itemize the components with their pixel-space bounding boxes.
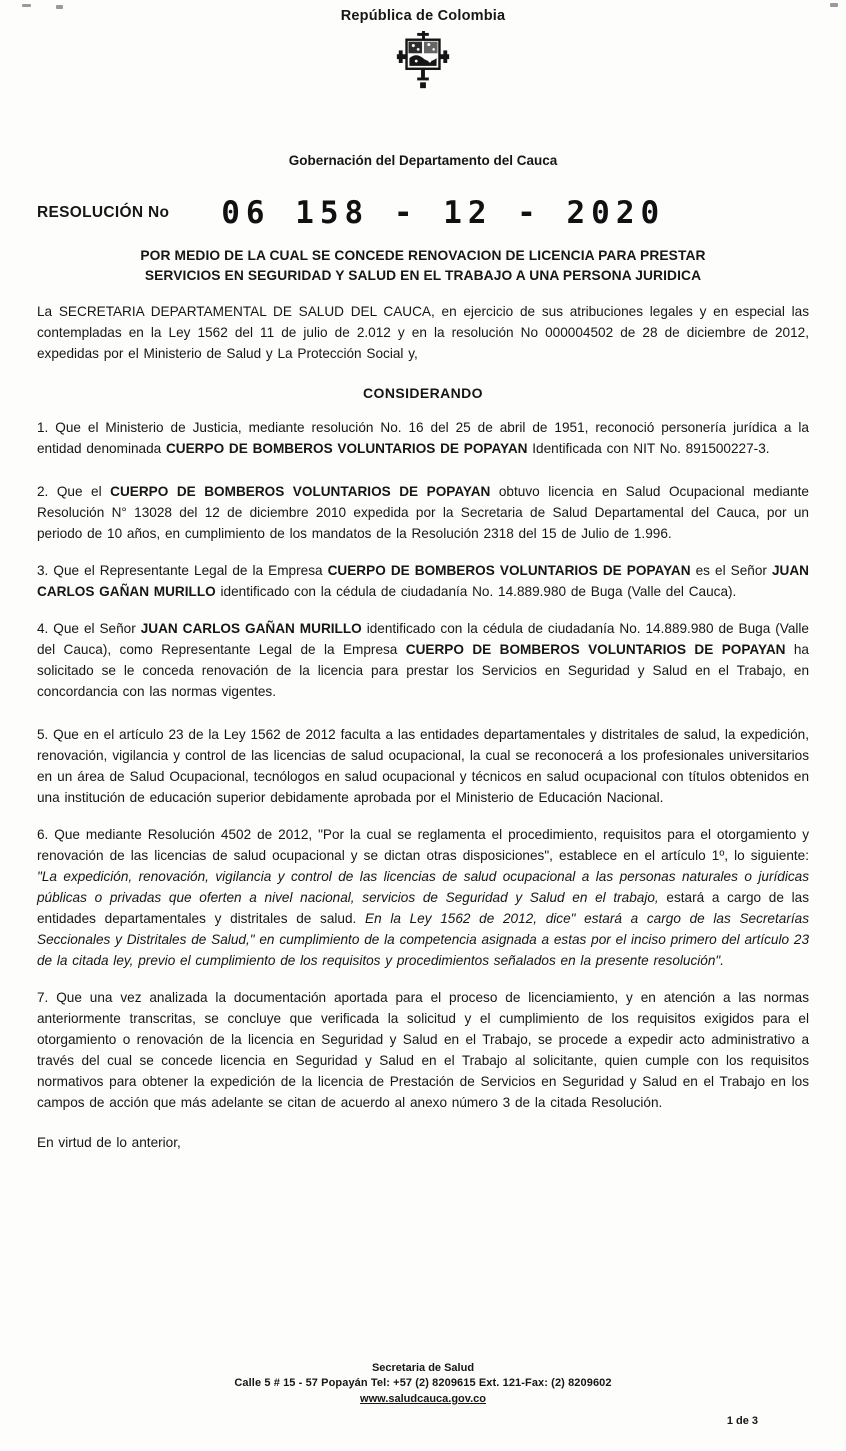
footer-office: Secretaria de Salud — [371, 1362, 475, 1374]
colombia-coat-of-arms-icon — [392, 31, 454, 93]
page-indicator: 1 de 3 — [726, 1415, 758, 1427]
scan-speck — [830, 3, 838, 7]
scan-speck — [22, 4, 31, 7]
scan-speck — [56, 5, 63, 9]
considerando-item-1: 1. Que el Ministerio de Justicia, mediante resolución No. 16 del 25 de abril de 1951, reconoció personería jurídica a la entidad denominada CUERPO DE BOMBEROS VOLUNTARIOS DE POPAYAN Identificada con NIT No. 891500227-3. — [37, 420, 809, 456]
considerando-item-3: 3. Que el Representante Legal de la Empresa CUERPO DE BOMBEROS VOLUNTARIOS DE POPAYAN es el Señor JUAN CARLOS GAÑAN MURILLO identificado con la cédula de ciudadanía No. 14.889.980 de Buga (Valle del Cauca). — [37, 563, 809, 599]
considerando-item-4: 4. Que el Señor JUAN CARLOS GAÑAN MURILLO identificado con la cédula de ciudadanía No. 14.889.980 de Buga (Valle del Cauca), como Representante Legal de la Empresa CUERPO DE BOMBEROS VOLUNTARIOS DE POPAYAN ha solicitado se le conceda renovación de la licencia para prestar los Servicios en Seguridad y Salud en el Trabajo, en concordancia con las normas vigentes. — [37, 621, 809, 699]
republic-heading: República de Colombia — [340, 8, 506, 24]
considerando-item-5: 5. Que en el artículo 23 de la Ley 1562 de 2012 faculta a las entidades departamentales y distritales de salud, la expedición, renovación, vigilancia y control de las licencias de salud ocupacional, la cual se reconocerá a los profesionales universitarios en un área de Salud Ocupacional, tecnólogos en salud ocupacional y técnicos en salud ocupacional con títulos obtenidos en una institución de educación superior debidamente aprobada por el Ministerio de Educación Nacional. — [37, 727, 809, 805]
resolution-label: RESOLUCIÓN No — [37, 204, 170, 221]
closing-line: En virtud de lo anterior, — [37, 1135, 181, 1150]
resolution-row — [37, 195, 809, 231]
preamble-paragraph: La SECRETARIA DEPARTAMENTAL DE SALUD DEL CAUCA, en ejercicio de sus atribuciones legales y en especial las contempladas en la Ley 1562 del 11 de julio de 2.012 y en la resolución No 000004502 de 28 de diciembre de 2012, expedidas por el Ministerio de Salud y La Protección Social y, — [37, 304, 809, 361]
footer-website-link: www.saludcauca.gov.co — [360, 1393, 486, 1405]
page-footer — [0, 1362, 846, 1407]
document-title — [37, 246, 809, 286]
considerando-item-6: 6. Que mediante Resolución 4502 de 2012, "Por la cual se reglamenta el procedimiento, requisitos para el otorgamiento y renovación de las licencias de salud ocupacional y se dictan otras disposiciones", establece en el artículo 1º, lo siguiente: "La expedición, renovación, vigilancia y control de las licencias de salud ocupacional a las personas naturales o jurídicas públicas o privadas que oferten a nivel nacional, servicios de Seguridad y Salud en el trabajo, estará a cargo de las entidades departamentales y distritales de salud. En la Ley 1562 de 2012, dice" estará a cargo de las Secretarías Seccionales y Distritales de Salud," en cumplimiento de la competencia asignada a estas por el inciso primero del artículo 23 de la citada ley, previo el cumplimiento de los requisitos y procedimientos señalados en la presente resolución". — [37, 827, 810, 968]
considerando-item-7: 7. Que una vez analizada la documentación aportada para el proceso de licenciamiento, y en atención a las normas anteriormente transcritas, se concluye que verificada la solicitud y el cumplimiento de los requisitos exigidos para el otorgamiento o renovación de la licencia en Seguridad y Salud en el Trabajo, se procede a expedir acto administrativo a través del cual se concede licencia en Seguridad y Salud en el Trabajo al solicitante, quien cumple con los requisitos normativos para obtener la expedición de la licencia de Prestación de Servicios en Seguridad y Salud en el Trabajo en los campos de acción que más adelante se citan de acuerdo al anexo número 3 de la citada Resolución. — [37, 990, 809, 1110]
footer-address: Calle 5 # 15 - 57 Popayán Tel: +57 (2) 8209615 Ext. 121-Fax: (2) 8209602 — [234, 1377, 612, 1389]
considerando-heading: CONSIDERANDO — [363, 385, 483, 401]
resolution-number-stamp: 06 158 - 12 - 2020 — [221, 195, 666, 231]
entity-heading: Gobernación del Departamento del Cauca — [288, 153, 558, 168]
document-title-line2: SERVICIOS EN SEGURIDAD Y SALUD EN EL TRABAJO A UNA PERSONA JURIDICA — [144, 268, 702, 283]
document-title-line1: POR MEDIO DE LA CUAL SE CONCEDE RENOVACION DE LICENCIA PARA PRESTAR — [140, 248, 706, 263]
considerando-item-2: 2. Que el CUERPO DE BOMBEROS VOLUNTARIOS DE POPAYAN obtuvo licencia en Salud Ocupacional mediante Resolución N° 13028 del 12 de diciembre 2010 expedida por la Secretaria de Salud Departamental del Cauca, por un periodo de 10 años, en cumplimiento de los mandatos de la Resolución 2318 del 15 de Julio de 1.996. — [37, 484, 809, 541]
